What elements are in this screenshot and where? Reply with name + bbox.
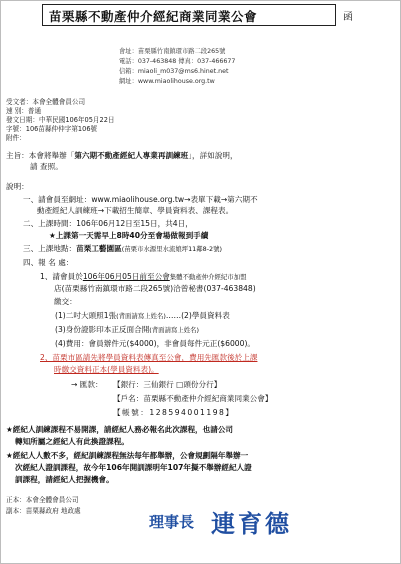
item-four-2-line1: 2、苗栗市區請先將學員資料表傳真至公會，費用先匯款後於上課	[40, 353, 258, 362]
organization-title: 苗栗縣不動產仲介經紀商業同業公會	[49, 9, 258, 24]
subject-closing: 請 查照。	[30, 162, 63, 171]
item-four-1-part1	[55, 310, 230, 321]
item-three-venue: 苗栗工藝園區	[76, 244, 122, 253]
document-number: 字號：106苗縣仲仲字第106號	[6, 125, 98, 133]
subject-line	[6, 150, 238, 161]
item-two: 二、上課時間：106年06月12日至15日，共4日，	[23, 219, 193, 228]
item-one-line2: 動產經紀人訓練班→下載招生簡章、學員資料表、課程表。	[37, 206, 234, 215]
item-one-line1: 一、請會員至網址：www.miaolihouse.org.tw→表單下載→第六期不	[23, 195, 258, 204]
item-four-1-part4: (4)費用：會員辦件元($4000)，非會員每件元正($6000)。	[55, 339, 256, 348]
part3-id-note: (背面請寫上姓名)	[149, 326, 200, 334]
item-three	[23, 243, 222, 254]
speed: 速 別：普通	[6, 107, 42, 115]
part1-photo-note: (背面請寫上姓名)	[116, 312, 166, 320]
note-1-line1: ★經紀人訓練課程不易開課，請經紀人務必報名此次課程，也請公司	[6, 425, 234, 434]
bank-name: 【銀行：三仙銀行 □頭份分行】	[113, 380, 222, 389]
account-number: 【帳號：128594001198】	[113, 408, 235, 417]
item-three-detail: (苗栗市水源里水流娘坪11鄰8-2號)	[121, 245, 222, 253]
note-2-line3: 訓課程，請經紀人把握機會。	[15, 475, 114, 484]
part3-id: (3)身份證影印本正反面合開	[55, 325, 150, 334]
issue-date: 發文日期：中華民國106年05月22日	[6, 116, 115, 124]
signature-title: 理事長	[149, 513, 195, 531]
item-four-1-deadline: 106年06月05日前至公會	[82, 272, 170, 281]
item-four-1-line3: 繳交：	[54, 297, 77, 306]
item-four-1-c: 集體不動產仲介經紀市加盟	[169, 273, 247, 281]
account-name: 【戶名：苗栗縣不動產仲介經紀商業同業公會】	[113, 394, 273, 403]
item-two-note: ★上課第一天需早上8時40分至會場做報到手續	[49, 231, 209, 240]
org-website: 網址：www.miaolihouse.org.tw	[119, 78, 215, 85]
part1-form: ……(2)學員資料表	[165, 311, 230, 320]
explain-label: 說明：	[6, 182, 29, 191]
cc-original: 正本：本會全體會員公司	[6, 496, 79, 504]
item-four: 四、報 名 處：	[23, 258, 74, 267]
subject-prefix: 主旨：本會將舉辦「	[6, 151, 75, 160]
letter-type: 函	[343, 12, 353, 23]
item-four-1-part3	[55, 324, 199, 335]
org-phone: 電話：037-463848 傳真：037-466677	[119, 58, 236, 65]
remit-label: → 匯款：	[71, 380, 103, 389]
subject-suffix: 」，詳如說明，	[188, 151, 238, 160]
item-four-1-line1	[40, 271, 246, 282]
signature-name: 連育德	[211, 510, 292, 538]
note-2-line2: 次經紀人證訓課程，故今年106年開訓課明年107年擬不舉辦經紀人證	[15, 463, 252, 472]
org-address: 會址：苗栗縣竹南鎮環市路二段265號	[119, 48, 226, 55]
attachment: 附件：	[6, 134, 26, 142]
org-email: 信箱：miaoli_m037@ms6.hinet.net	[119, 68, 229, 75]
subject-course: 第六期不動產經紀人專業再訓練班	[74, 151, 189, 160]
item-four-2-line2: 時繳交資料正本(學員資料表)。	[54, 365, 159, 374]
cc-copy: 副本：苗栗縣政府 地政處	[6, 507, 81, 515]
item-four-1-line2: 店(苗栗縣竹南鎮環市路二段265號)洽曾秘書(037-463848)	[54, 284, 256, 293]
part1-photo: (1)二吋大頭照1張	[55, 311, 117, 320]
note-1-line2: 轉知所屬之經紀人有此換證課程。	[15, 437, 129, 446]
note-2-line1: ★經紀人人數不多，經紀訓練課程無法每年都舉辦，公會規劃隔年舉辦一	[6, 451, 249, 460]
recipient: 受文者：本會全體會員公司	[6, 98, 86, 106]
item-four-1-a: 1、請會員於	[40, 272, 83, 281]
item-three-prefix: 三、上課地點：	[23, 244, 77, 253]
